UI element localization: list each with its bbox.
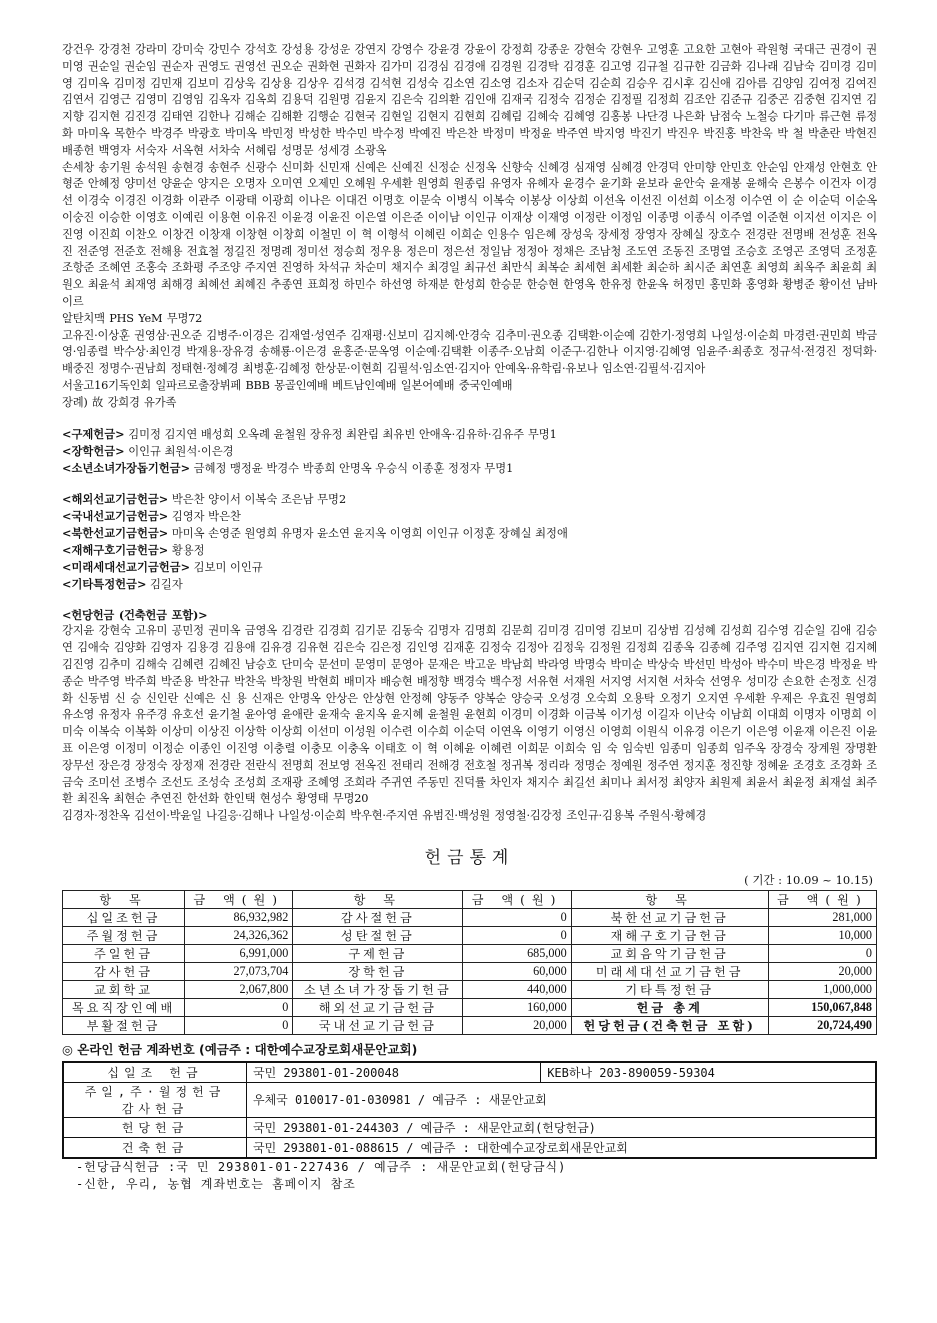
offering-sections-a [62, 426, 877, 477]
column-header: 금 액(원) [185, 890, 293, 908]
stat-amount: 20,724,490 [768, 1016, 876, 1034]
stat-label: 재해구호기금헌금 [571, 926, 768, 944]
section-title: <해외선교기금헌금> [62, 491, 169, 506]
section-domestic-mission [62, 508, 877, 525]
stat-amount: 1,000,000 [768, 980, 876, 998]
stat-label: 해외선교기금헌금 [293, 998, 463, 1016]
section-title: <기타특정헌금> [62, 576, 147, 591]
section-body: 금혜정 맹정윤 박경수 박종희 안명옥 우승식 이종훈 정정자 무명1 [193, 461, 514, 475]
stat-label: 감사헌금 [63, 962, 185, 980]
account-number: 국민 293801-01-200048 [247, 1062, 541, 1083]
stat-label: 교회음악기금헌금 [571, 944, 768, 962]
stat-label: 교회학교 [63, 980, 185, 998]
account-title: ◎ 온라인 헌금 계좌번호 (예금주 : 대한예수교장로회새문안교회) [62, 1041, 418, 1057]
section-title: <구제헌금> [62, 426, 125, 441]
section-disaster-relief [62, 542, 877, 559]
section-future-generation [62, 559, 877, 576]
account-number-alt: KEB하나 203-890059-59304 [541, 1062, 876, 1083]
table-header-row [63, 890, 877, 908]
stat-label: 성탄절헌금 [293, 926, 463, 944]
stat-label: 부활절헌금 [63, 1016, 185, 1034]
account-row [63, 1082, 876, 1117]
stat-label: 헌금 총계 [571, 998, 768, 1016]
section-title: <북한선교기금헌금> [62, 525, 169, 540]
account-label-line: 감사헌금 [121, 1101, 189, 1116]
section-youth-support [62, 460, 877, 477]
table-row [63, 1016, 877, 1034]
account-label: 십일조 헌금 [63, 1062, 247, 1083]
section-body: 김길자 [150, 577, 183, 591]
section-body: 김미정 김지연 배성희 오옥례 윤철원 장유정 최완림 최유빈 안애옥·김유하·김유주 무명1 [128, 427, 557, 441]
stat-label: 감사절헌금 [293, 908, 463, 926]
names-paragraph: 손세창 송기원 송석원 송현경 송현주 신광수 신미화 신민재 신예은 신예진 신정순 신정옥 신향숙 신혜경 심재영 심혜경 안경덕 안미향 안민호 안순임 안재성 안현호 안형준 안혜정 양미선 양윤순 양지은 오명자 오미연 오제민 오혜원 우세환 원영희 원종림 유영자 유혜자 윤경수 윤기화 윤보라 윤안숙 윤재봉 윤해숙 은봉수 이건자 이경선 이경숙 이경진 이경화 이관주 이광태 이광희 이나은 이대건 이명호 이문숙 이병식 이복숙 이봉상 이상희 이선옥 이선진 이선희 이소정 이수연 이 순 이순덕 이순옥 이숭진 이승한 이영호 이예린 이용현 이유진 이윤경 이윤진 이은열 이은준 이이남 이인규 이재상 이재영 이정란 이정임 이종명 이종식 이주열 이준현 이지선 이지은 이진영 이진희 이찬오 이창건 이창재 이창현 이창희 이철민 이 혁 이형석 이혜린 이희순 인용수 임은혜 장성욱 장세정 장영자 장혜실 장호수 전경란 전명배 전성훈 전옥진 전준영 전준호 전해용 전효철 정길진 정명례 정미선 정승희 정우용 정은미 정은선 정일남 정정아 정채은 조남청 조도연 조동진 조명열 조승호 조영곤 조영덕 조정훈 조항준 조혜연 조홍숙 조화평 주조양 주지연 진영하 차석규 차순미 채지수 최경일 최규선 최만식 최복순 최세현 최세환 최순하 최시준 최연훈 최영희 최옥주 최윤희 최원오 최윤석 최재영 최해경 최혜선 최혜진 추종연 표희정 하민수 하선영 하재분 한성희 한승문 한승현 한영옥 한유정 한윤옥 허정민 홍민화 홍영화 황병준 황이선 남바이르 [62, 160, 877, 308]
account-row [63, 1062, 876, 1083]
stat-amount: 27,073,704 [185, 962, 293, 980]
page [62, 42, 877, 1193]
stat-amount: 0 [185, 1016, 293, 1034]
stats-period: ( 기간 : 10.09 ~ 10.15) [744, 872, 873, 887]
section-body: 김영자 박은찬 [171, 509, 241, 523]
stat-amount: 0 [185, 998, 293, 1016]
section-title: <장학헌금> [62, 443, 125, 458]
account-footnote: -헌당금식헌금 :국 민 293801-01-227436 / 예금주 : 새문안교회(헌당금식) [76, 1159, 567, 1174]
table-row [63, 998, 877, 1016]
funeral-note: 장례) 故 강희경 유가족 [62, 395, 177, 409]
stat-amount: 6,991,000 [185, 944, 293, 962]
account-label [63, 1082, 247, 1117]
names-paragraph-couples: 고유진·이상훈 권영삼·권오준 김병주·이경은 김재열·성연주 김재평·신보미 김지혜·안경숙 김추미·권오종 김택환·이순예 김한기·정영희 나일성·이순희 마경련·권민희 박금영·임종렬 박수상·최인경 박재용·장유경 송해룡·이은경 윤홍준·문옥영 이순예·김택환 이종주·오남희 이준구·김한나 이지영·김혜영 임윤주·최종호 정규석·전경진 정덕화·배중진 정명수·권남희 정태현·정혜경 최병훈·김혜정 한상문·이현희 김필석·임소연·김지아 안예옥·유학림·유보나 임소연·김필석·김지아 [62, 328, 877, 376]
column-header: 금 액(원) [768, 890, 876, 908]
stat-amount: 2,067,800 [185, 980, 293, 998]
section-body: 이인규 최원석·이은경 [128, 444, 234, 458]
stats-heading: 헌금통계 [424, 847, 515, 868]
account-number: 국민 293801-01-244303 / 예금주 : 새문안교회(헌당헌금) [247, 1117, 877, 1137]
table-row [63, 926, 877, 944]
section-title: <미래세대선교기금헌금> [62, 559, 191, 574]
section-title: <국내선교기금헌금> [62, 508, 169, 523]
offering-stats-table [62, 890, 877, 1035]
names-paragraph: 알탄치맥 PHS YeM 무명72 [62, 311, 203, 325]
stat-amount: 0 [463, 908, 571, 926]
stat-label: 십일조헌금 [63, 908, 185, 926]
section-relief [62, 426, 877, 443]
section-body: 마미옥 손영준 원영희 유명자 윤소연 윤지옥 이영희 이인규 이정훈 장혜실 최정애 [171, 526, 568, 540]
section-overseas-mission [62, 491, 877, 508]
stat-label: 미래세대선교기금헌금 [571, 962, 768, 980]
stat-amount: 86,932,982 [185, 908, 293, 926]
building-offering-section [62, 607, 877, 825]
column-header: 항 목 [571, 890, 768, 908]
stat-amount: 10,000 [768, 926, 876, 944]
section-scholarship [62, 443, 877, 460]
building-names: 강지윤 강현숙 고유미 공민정 권미옥 금영옥 김경란 김경희 김기문 김동숙 김명자 김명희 김문희 김미경 김미영 김보미 김상범 김성혜 김성희 김수영 김순일 김애 김승연 김애숙 김양화 김영자 김용경 김용애 김유경 김유현 김은숙 김은정 김인영 김재훈 김정숙 김정아 김정욱 김정원 김정희 김종옥 김종혜 김주영 김지연 김지현 김지혜 김진영 김추미 김해숙 김혜련 김혜진 남승호 단미숙 문선미 문영미 문영아 문재은 박고운 박남희 박라영 박명숙 박미순 박상숙 박선민 박성아 박수미 박은경 박정윤 박종순 박주영 박주희 박준용 박찬규 박찬욱 박창원 박현희 배미자 배승현 배정향 백경숙 백수정 서유현 서재원 서지영 서지현 서차숙 선영우 성미강 손요한 손정호 신경화 신동범 신 승 신인란 신예은 신 용 신재은 안명옥 안상은 안상현 안정혜 양동주 양복순 양승국 오성경 오숙희 오용탁 오정기 오지연 우세환 우제은 우효진 원영희 유소영 유정자 유주경 유호선 윤기철 윤아영 윤애란 윤재숙 윤지옥 윤지혜 윤철원 윤현희 이경미 이경화 이금복 이기성 이길자 이난숙 이남희 이대희 이명자 이명희 이미숙 이복숙 이복화 이상미 이상진 이상학 이상희 이선미 이성원 이수련 이수희 이순덕 이연옥 이영기 이영신 이영희 이원식 이유경 이은기 이은영 이윤재 이은진 이윤표 이은영 이정미 이정순 이종인 이진영 이충렬 이충모 이충옥 이태호 이 혁 이혜윤 이혜련 이희문 이희숙 임 숙 임숙빈 임종미 임종희 임주옥 장경숙 장계원 장명환 장무선 장은경 장정숙 장정재 전경란 전란식 전명희 전보영 전옥진 전태리 전해경 전호철 정귀복 정리라 정명순 정예원 정주연 정지훈 정진향 정혜윤 조경호 조경화 조금숙 조미선 조병수 조선도 조성숙 조성희 조재광 조혜영 조희라 주귀연 주동민 진덕률 차인자 채지수 최길선 최미나 최서정 최양자 최원제 최윤서 최윤정 최재설 최주환 최진옥 최현순 추연진 한선화 한인택 현성수 황영태 무명20 [62, 624, 877, 806]
stat-label: 목요직장인예배 [63, 998, 185, 1016]
stat-amount: 24,326,362 [185, 926, 293, 944]
stat-amount: 150,067,848 [768, 998, 876, 1016]
table-row [63, 980, 877, 998]
stat-amount: 0 [768, 944, 876, 962]
stat-amount: 20,000 [463, 1016, 571, 1034]
section-title: <재해구호기금헌금> [62, 542, 169, 557]
stat-amount: 685,000 [463, 944, 571, 962]
account-number: 우체국 010017-01-030981 / 예금주 : 새문안교회 [247, 1082, 877, 1117]
stat-label: 기타특정헌금 [571, 980, 768, 998]
stat-amount: 20,000 [768, 962, 876, 980]
table-row [63, 908, 877, 926]
stat-amount: 281,000 [768, 908, 876, 926]
names-paragraph-groups: 서울고16기독인회 일파르로출장뷔페 BBB 몽골인예배 베트남인예배 일본어예배 중국인예배 [62, 378, 513, 392]
stat-amount: 160,000 [463, 998, 571, 1016]
names-paragraph: 강건우 강경천 강라미 강미숙 강민수 강석호 강성용 강성운 강연지 강영수 강윤경 강윤이 강정희 강종운 강현숙 강현우 고영훈 고요한 고현아 곽원형 국대근 권경이 권미영 권순일 권순임 권순자 권영도 권영선 권오순 권화현 권화자 김가미 김경심 김경애 김경원 김경탁 김경훈 김고영 김규철 김규한 김금화 김나래 김남숙 김미경 김미영 김미옥 김미정 김민재 김보미 김상욱 김상용 김상우 김석경 김석현 김성숙 김소연 김소영 김소자 김순덕 김순희 김승우 김시후 김신애 김아름 김양임 김여정 김여진 김연서 김영근 김영미 김영임 김옥자 김옥희 김용덕 김원명 김윤지 김은숙 김의환 김인애 김재국 김정숙 김정순 김정필 김정희 김조안 김준규 김중곤 김중현 김지연 김지향 김지현 김진경 김태연 김한나 김해순 김해환 김행순 김현국 김현일 김현지 김현희 김혜림 김혜숙 김혜영 김홍봉 나단경 나은화 남점숙 노철승 다기마 류근현 류정화 마미옥 목한수 박경주 박광호 박미옥 박민정 박성한 박수민 박수정 박예진 박은찬 박정미 박정윤 박주연 박지영 박진기 박진우 박진홍 박찬욱 박 철 박춘란 박현진 배종헌 백영자 서숙자 서옥현 서차숙 서혜림 성명문 성세경 소광옥 [62, 43, 877, 157]
account-number: 국민 293801-01-088615 / 예금주 : 대한예수교장로회새문안교회 [247, 1137, 877, 1158]
section-body: 김보미 이인규 [193, 560, 263, 574]
stat-label: 헌당헌금(건축헌금 포함) [571, 1016, 768, 1034]
account-table [62, 1061, 877, 1159]
section-title: <헌당헌금 (건축헌금 포함)> [62, 607, 208, 622]
offering-sections-b [62, 491, 877, 593]
section-north-korea-mission [62, 525, 877, 542]
donor-names [62, 42, 877, 412]
stat-amount: 60,000 [463, 962, 571, 980]
account-footnote: -신한, 우리, 농협 계좌번호는 홈페이지 참조 [76, 1176, 356, 1191]
table-row [63, 944, 877, 962]
account-label-line: 주일,주·월정헌금 [84, 1084, 226, 1099]
account-row [63, 1137, 876, 1158]
column-header: 항 목 [293, 890, 463, 908]
table-row [63, 962, 877, 980]
section-body: 황용정 [171, 543, 205, 557]
building-names-couples: 김경자·정찬옥 김선이·박윤일 나길응·김해나 나일성·이순희 박우현·주지연 유범진·백성원 정영철·김강정 조인규·김용복 주원식·황혜경 [62, 809, 707, 823]
section-other-special [62, 576, 877, 593]
stat-label: 소년소녀가장돕기헌금 [293, 980, 463, 998]
stat-amount: 440,000 [463, 980, 571, 998]
stat-label: 주일헌금 [63, 944, 185, 962]
account-label: 건축헌금 [63, 1137, 247, 1158]
section-body: 박은찬 양이서 이복숙 조은남 무명2 [171, 492, 347, 506]
stat-label: 장학헌금 [293, 962, 463, 980]
account-label: 헌당헌금 [63, 1117, 247, 1137]
stat-label: 국내선교기금헌금 [293, 1016, 463, 1034]
column-header: 금 액(원) [463, 890, 571, 908]
section-title: <소년소녀가장돕기헌금> [62, 460, 191, 475]
stat-label: 북한선교기금헌금 [571, 908, 768, 926]
stat-label: 구제헌금 [293, 944, 463, 962]
stat-amount: 0 [463, 926, 571, 944]
stat-label: 주월정헌금 [63, 926, 185, 944]
column-header: 항 목 [63, 890, 185, 908]
account-row [63, 1117, 876, 1137]
